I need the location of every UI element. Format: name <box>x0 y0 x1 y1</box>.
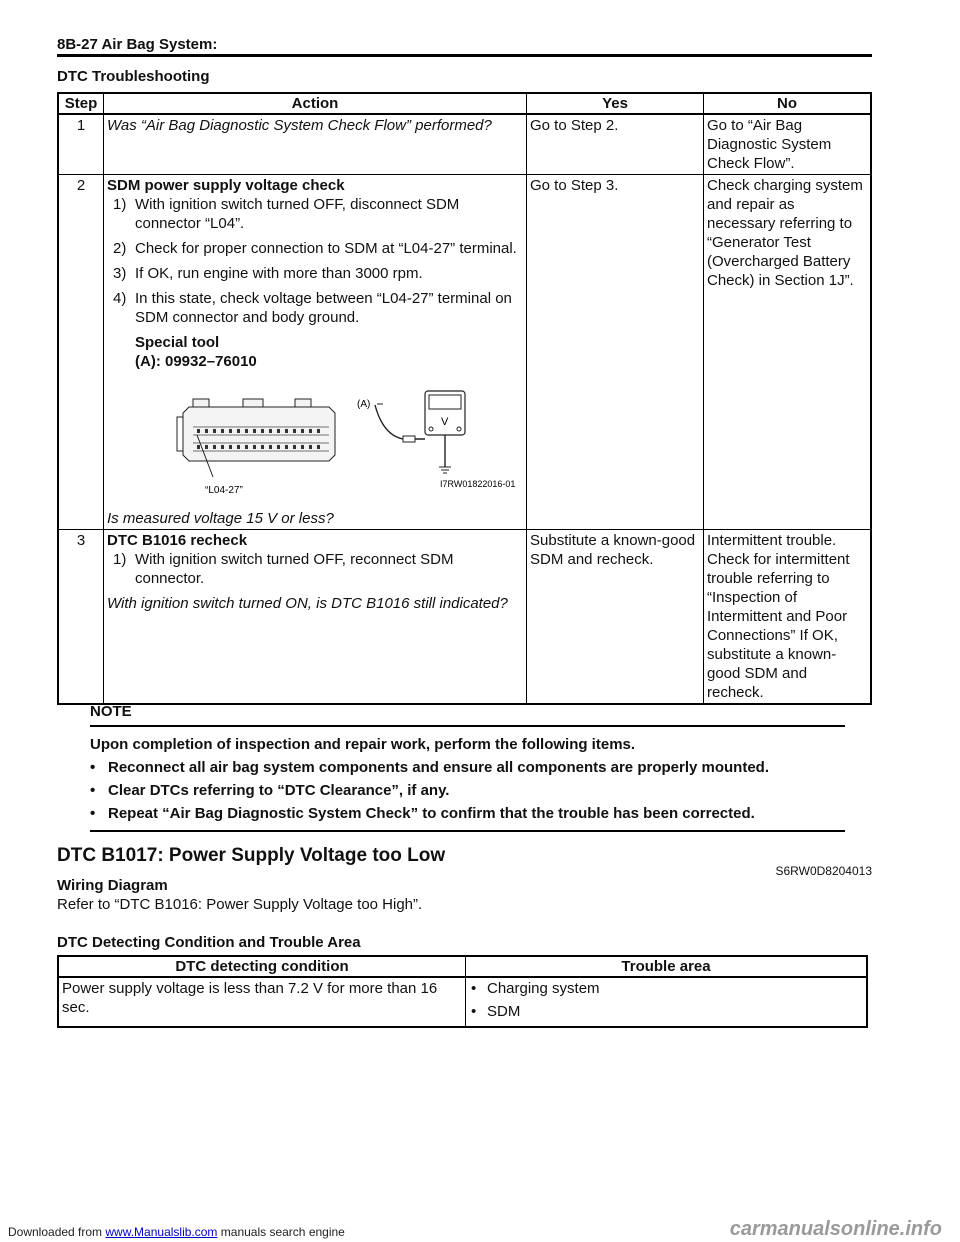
action-title: DTC B1016 recheck <box>107 532 248 549</box>
special-tool-label: Special tool <box>135 334 220 351</box>
wiring-diagram-text: Refer to “DTC B1016: Power Supply Voltage too High”. <box>57 896 423 913</box>
no-cell: Intermittent trouble. Check for intermittent trouble referring to “Inspection of Intermittent and Poor Connections” If OK, substitute a known-good SDM and recheck. <box>704 530 872 705</box>
note-label: NOTE <box>90 703 132 720</box>
no-cell: Go to “Air Bag Diagnostic System Check Flow”. <box>704 114 872 175</box>
action-question: With ignition switch turned ON, is DTC B1016 still indicated? <box>107 595 508 612</box>
probe-tip-icon <box>403 436 415 442</box>
detecting-condition-table <box>57 955 868 1028</box>
col-no: No <box>704 93 872 114</box>
step-number: 2 <box>58 175 104 530</box>
col-condition: DTC detecting condition <box>58 956 466 977</box>
col-action: Action <box>104 93 527 114</box>
table-header-row <box>58 956 867 977</box>
page-header-title: 8B-27 Air Bag System: <box>57 36 218 53</box>
yes-cell: Go to Step 3. <box>527 175 704 530</box>
note-rule-bottom <box>90 830 845 832</box>
col-yes: Yes <box>527 93 704 114</box>
step-number: 1 <box>58 114 104 175</box>
step-number: 3 <box>58 530 104 705</box>
substep: 3) If OK, run engine with more than 3000 rpm. <box>113 265 423 282</box>
voltmeter-icon <box>425 391 465 435</box>
troubleshooting-table <box>57 92 872 705</box>
manualslib-link[interactable]: www.Manualslib.com <box>105 1225 218 1239</box>
condition-cell: Power supply voltage is less than 7.2 V for more than 16 sec. <box>58 977 466 1027</box>
note-intro: Upon completion of inspection and repair work, perform the following items. <box>90 736 636 753</box>
section-title: DTC Troubleshooting <box>57 68 210 85</box>
table-row <box>58 530 871 705</box>
note-item: • Reconnect all air bag system components and ensure all components are properly mounted. <box>90 756 845 779</box>
action-cell <box>104 530 527 705</box>
connector-voltmeter-figure <box>107 377 523 509</box>
voltmeter-diagram <box>107 377 523 509</box>
table-row <box>58 114 871 175</box>
special-tool-value: (A): 09932–76010 <box>135 353 257 370</box>
connector-label: “L04-27” <box>205 485 243 496</box>
substep: 1) With ignition switch turned OFF, reconnect SDM connector. <box>113 551 454 587</box>
note-item: • Repeat “Air Bag Diagnostic System Check” to confirm that the trouble has been corrected. <box>90 802 845 825</box>
no-cell: Check charging system and repair as necessary referring to “Generator Test (Overcharged Battery Check) in Section 1J”. <box>704 175 872 530</box>
dtc-reference-code: S6RW0D8204013 <box>775 864 872 878</box>
trouble-area-item: • SDM <box>469 1002 863 1021</box>
meter-unit: V <box>441 416 449 428</box>
dtc-heading: DTC B1017: Power Supply Voltage too Low <box>57 845 446 866</box>
table-row <box>58 175 871 530</box>
note-rule-top <box>90 725 845 727</box>
note-list <box>90 756 845 825</box>
header-rule <box>57 54 872 57</box>
note-item: • Clear DTCs referring to “DTC Clearance”, if any. <box>90 779 845 802</box>
footer-prefix: Downloaded from <box>8 1225 106 1239</box>
substep: 2) Check for proper connection to SDM at “L04-27” terminal. <box>113 240 517 257</box>
note-box <box>90 703 845 838</box>
footer <box>8 1225 345 1239</box>
detecting-condition-heading: DTC Detecting Condition and Trouble Area <box>57 934 361 951</box>
note-body <box>90 733 845 825</box>
substep: 1) With ignition switch turned OFF, disconnect SDM connector “L04”. <box>113 196 460 232</box>
watermark: carmanualsonline.info <box>729 1218 942 1240</box>
action-title: SDM power supply voltage check <box>107 177 345 194</box>
action-question: Was “Air Bag Diagnostic System Check Flow” performed? <box>107 117 492 134</box>
figure-id: I7RW01822016-01 <box>440 479 516 489</box>
substep-list <box>107 550 523 588</box>
trouble-area-cell <box>466 977 868 1027</box>
yes-cell: Substitute a known-good SDM and recheck. <box>527 530 704 705</box>
col-step: Step <box>58 93 104 114</box>
table-header-row <box>58 93 871 114</box>
meter-label: (A) <box>357 399 371 410</box>
footer-suffix: manuals search engine <box>217 1225 345 1239</box>
action-cell <box>104 114 527 175</box>
substep: 4) In this state, check voltage between “L04-27” terminal on SDM connector and body ground. <box>113 290 512 326</box>
ground-icon <box>439 467 451 473</box>
wiring-diagram-heading: Wiring Diagram <box>57 877 168 894</box>
yes-cell: Go to Step 2. <box>527 114 704 175</box>
trouble-area-item: • Charging system <box>469 979 863 998</box>
action-cell <box>104 175 527 530</box>
probe-lead <box>375 405 425 439</box>
substep-list <box>107 195 523 327</box>
table-row <box>58 977 867 1027</box>
col-trouble-area: Trouble area <box>466 956 868 977</box>
action-question: Is measured voltage 15 V or less? <box>107 510 334 527</box>
trouble-area-list <box>469 979 863 1021</box>
